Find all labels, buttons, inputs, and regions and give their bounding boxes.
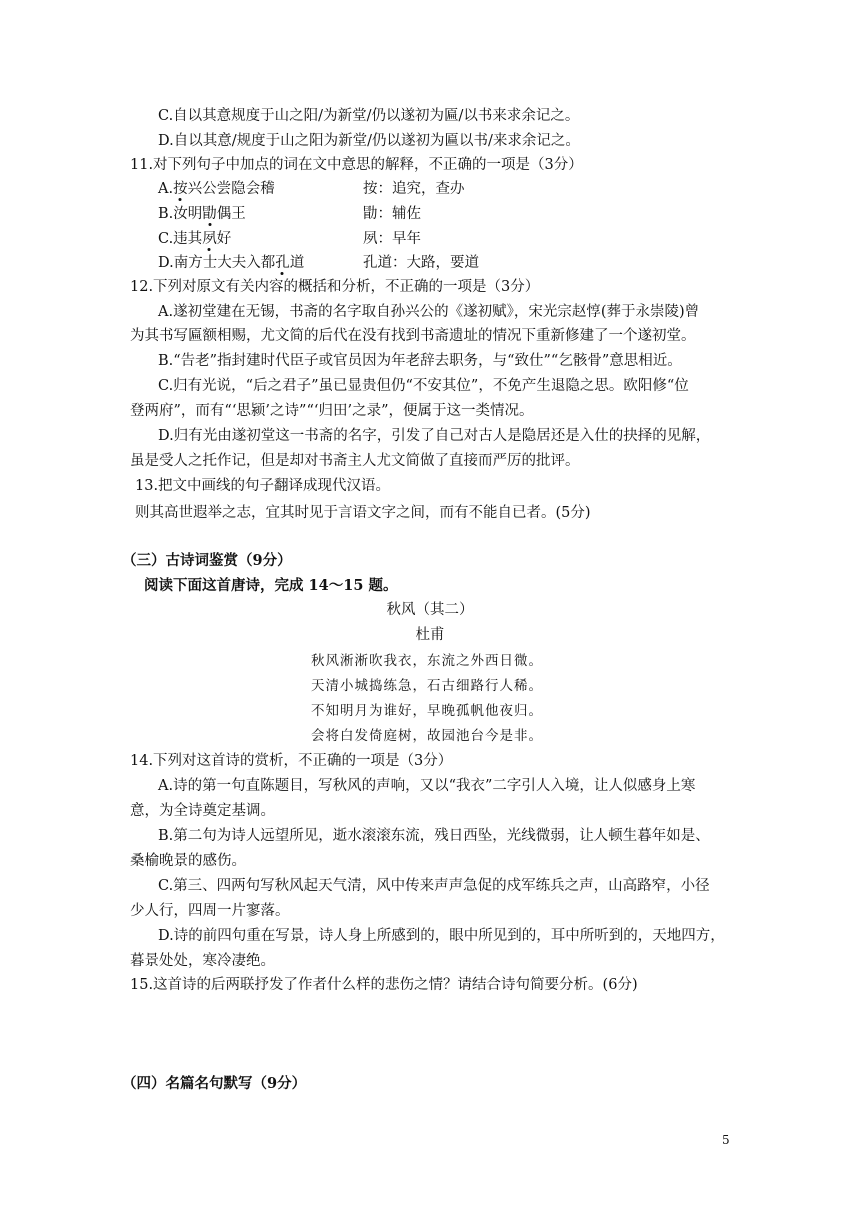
q12-option-d-line1: D.归有光由遂初堂这一书斋的名字，引发了自己对古人是隐居还是入仕的抉择的见解， [158,428,711,444]
option-text: 偶王 [216,206,246,222]
poem-line-2: 天清小城捣练急，石古细路行人稀。 [311,678,543,694]
q11-explanation-a: 按：追究，查办 [363,181,465,197]
q14-option-a-line2: 意，为全诗奠定基调。 [130,803,275,819]
dotted-word: 按 [173,181,188,197]
q13-sentence: 则其高世遐举之志，宜其时见于言语文字之间，而有不能自已者。(5分) [135,505,591,521]
page-number: 5 [722,1133,730,1147]
q12-option-a-line2: 为其书写匾额相赐，尤文简的后代在没有找到书斋遗址的情况下重新修建了一个遂初堂。 [130,328,696,344]
q11-option-a [158,179,275,199]
q14-stem: 14.下列对这首诗的赏析，不正确的一项是（3分） [130,753,453,769]
q11-explanation-c: 夙：早年 [363,231,421,247]
poem-line-3: 不知明月为谁好，早晚孤帆他夜归。 [311,703,543,719]
q15-stem: 15.这首诗的后两联抒发了作者什么样的悲伤之情？请结合诗句简要分析。(6分) [130,977,638,993]
dotted-word: 勖 [202,206,217,222]
q11-explanation-d: 孔道：大路，要道 [363,255,479,271]
poem-line-1: 秋风淅淅吹我衣，东流之外西日微。 [311,653,543,669]
q11-option-c [158,229,231,249]
option-prefix: B.汝明 [158,206,203,222]
q14-option-a-line1: A.诗的第一句直陈题目，写秋风的声响，又以“我衣”二字引人入境，让人似感身上寒 [158,778,696,794]
option-text: 道 [289,255,305,271]
q14-option-c-line1: C.第三、四两句写秋风起天气清，风中传来声声急促的戍军练兵之声，山高路窄，小径 [158,878,710,894]
poem-title: 秋风（其二） [386,602,474,618]
q14-option-b-line2: 桑榆晚景的感伤。 [130,853,246,869]
q14-option-b-line1: B.第二句为诗人远望所见，逝水滚滚东流，残日西坠，光线微弱，让人顿生暮年如是、 [158,828,710,844]
q12-stem: 12.下列对原文有关内容的概括和分析，不正确的一项是（3分） [130,279,540,295]
option-prefix: A. [158,181,174,197]
dotted-word: 孔 [275,255,290,271]
q11-option-d [158,253,304,273]
section4-title: （四）名篇名句默写（9分） [122,1075,307,1092]
q11-stem: 11.对下列句子中加点的词在文中意思的解释，不正确的一项是（3分） [130,157,583,173]
section3-intro: 阅读下面这首唐诗，完成 14～15 题。 [144,577,398,594]
q12-option-a-line1: A.遂初堂建在无锡，书斋的名字取自孙兴公的《遂初赋》，宋光宗赵惇(葬于永崇陵)曾 [158,304,700,320]
q12-option-c-line1: C.归有光说，“后之君子”虽已显贵但仍“不安其位”，不免产生退隐之思。欧阳修“位 [158,378,689,394]
option-prefix: C.违其 [158,231,203,247]
poem-author: 杜甫 [415,627,445,643]
dotted-word: 夙 [202,231,217,247]
q12-option-c-line2: 登两府”，而有“‘思颍’之诗”“‘归田’之录”，便属于这一类情况。 [130,403,534,419]
q14-option-c-line2: 少人行，四周一片寥落。 [130,903,290,919]
option-text: 兴公尝隐会稽 [187,181,275,197]
option-text: 好 [216,231,232,247]
q14-option-d-line2: 暮景处处，寒冷凄绝。 [130,953,275,969]
q14-option-d-line1: D.诗的前四句重在写景，诗人身上所感到的，眼中所见到的，耳中所听到的，天地四方， [158,928,725,944]
poem-line-4: 会将白发倚庭树，故园池台今是非。 [311,728,543,744]
q12-option-b: B.“告老”指封建时代臣子或官员因为年老辞去职务，与“致仕”“乞骸骨”意思相近。 [158,353,682,369]
q12-option-d-line2: 虽是受人之托作记，但是却对书斋主人尤文简做了直接而严厉的批评。 [130,453,580,469]
q10-option-d: D.自以其意/规度于山之阳为新堂/仍以遂初为匾以书/来求余记之。 [158,133,580,149]
q13-stem: 13.把文中画线的句子翻译成现代汉语。 [135,478,391,494]
q11-option-b [158,204,246,224]
section3-title: （三）古诗词鉴赏（9分） [122,552,292,569]
q11-explanation-b: 勖：辅佐 [363,206,421,222]
q10-option-c: C.自以其意规度于山之阳/为新堂/仍以遂初为匾/以书来求余记之。 [158,108,580,124]
option-prefix: D.南方士大夫入都 [158,255,276,271]
